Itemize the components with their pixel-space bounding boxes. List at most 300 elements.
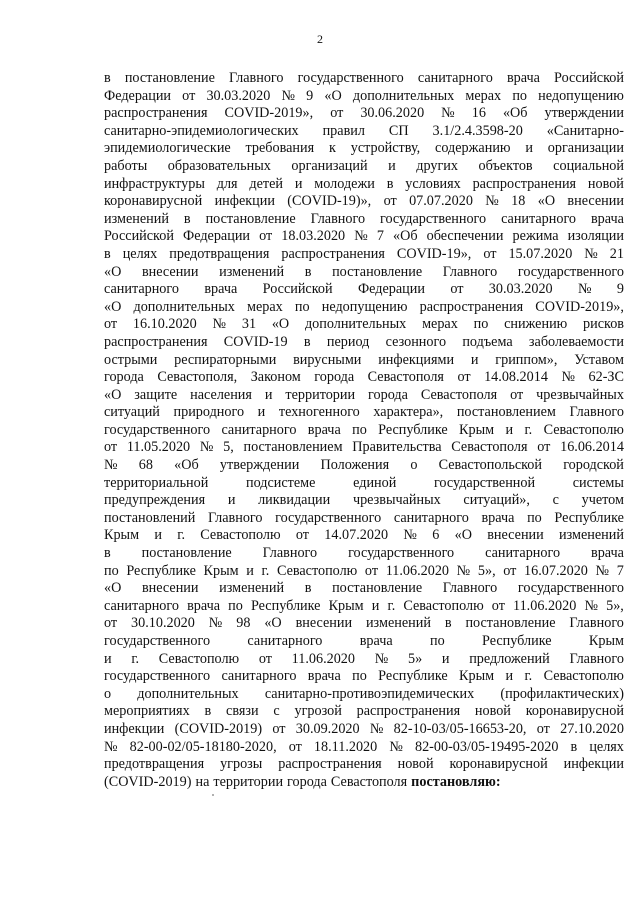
word: ситуаций xyxy=(104,404,160,421)
word: обеспечении xyxy=(426,228,504,245)
text-line xyxy=(104,774,624,792)
word: постановление xyxy=(332,263,423,280)
word: от xyxy=(450,281,464,298)
word: гриппом», xyxy=(495,351,558,368)
word: санитарного xyxy=(104,597,179,614)
word: организации xyxy=(547,140,624,157)
word: Севастополя, xyxy=(157,369,238,386)
word: предупреждения xyxy=(104,492,206,509)
text-line xyxy=(104,615,624,633)
word: «О xyxy=(271,316,290,333)
text-line xyxy=(104,668,624,686)
word: 14.07.2020 xyxy=(324,527,389,544)
word: устройству, xyxy=(350,140,421,157)
word: Севастополю xyxy=(543,668,624,685)
word: COVID-2019», xyxy=(535,298,624,315)
word: характера», xyxy=(373,404,444,421)
word: природного xyxy=(173,404,245,421)
word: Федерации xyxy=(357,281,425,298)
word: 5», xyxy=(606,597,624,614)
word: от xyxy=(104,615,118,632)
word: 82-00-02/05-18180-2020, xyxy=(129,738,277,755)
word: постановление xyxy=(141,545,232,562)
word: Российской xyxy=(104,228,174,245)
word: постановление xyxy=(124,70,215,86)
word: государственного xyxy=(275,509,382,526)
word: содержанию xyxy=(435,140,511,157)
word: от xyxy=(491,597,505,614)
word: Главного xyxy=(442,580,498,597)
word: (COVID-19)», xyxy=(287,193,372,210)
word: защите xyxy=(134,386,178,403)
word: по xyxy=(352,421,367,438)
word: изменений xyxy=(104,210,169,227)
word: от xyxy=(383,193,397,210)
word: 68 xyxy=(138,457,153,474)
word: «О xyxy=(537,193,556,210)
word: заболеваемости xyxy=(528,333,624,350)
word: от xyxy=(104,316,118,333)
word: период xyxy=(326,333,370,350)
word: № xyxy=(104,457,118,474)
word: социальной xyxy=(553,157,624,174)
word: 5, xyxy=(223,439,234,456)
word: изменений xyxy=(559,527,624,544)
word: санитарного xyxy=(417,70,493,86)
word: предотвращения xyxy=(169,245,270,262)
word: рисков xyxy=(583,316,624,333)
text-line xyxy=(104,545,624,563)
word: врача xyxy=(204,281,238,298)
word: с xyxy=(273,703,280,720)
word: № xyxy=(374,650,389,667)
word: № xyxy=(595,562,610,579)
word: «О xyxy=(104,298,122,315)
text-line xyxy=(104,439,624,457)
word: (COVID-2019) xyxy=(104,773,192,790)
word: постановляю: xyxy=(411,773,501,790)
word: и xyxy=(441,650,450,667)
word: «О xyxy=(324,87,342,104)
word: постановлений xyxy=(104,509,196,526)
body-text xyxy=(104,70,624,791)
text-line xyxy=(104,281,624,299)
word: вирусными xyxy=(293,351,362,368)
word: Севастополю xyxy=(403,597,484,614)
word: ликвидации xyxy=(258,492,331,509)
word: 30.06.2020 xyxy=(360,105,425,122)
word: других xyxy=(416,157,458,174)
word: внесении xyxy=(567,193,624,210)
word: COVID-19 xyxy=(223,333,288,350)
word: в xyxy=(304,263,312,280)
word: и xyxy=(525,140,533,157)
word: внесении xyxy=(295,615,353,632)
word: государственного xyxy=(104,421,211,438)
word: распространения xyxy=(278,756,382,773)
word: (COVID-2019) xyxy=(174,720,263,737)
word: «О xyxy=(104,580,122,597)
word: Крым xyxy=(588,633,624,649)
word: целях xyxy=(589,738,624,755)
word: территории xyxy=(213,773,284,790)
word: и xyxy=(505,668,514,685)
word: 18.11.2020 xyxy=(313,738,378,755)
word: техногенного xyxy=(278,404,360,421)
word: 7 xyxy=(376,228,384,245)
word: образовательных xyxy=(167,157,271,174)
word: № xyxy=(584,245,598,262)
word: недопущению xyxy=(321,298,408,315)
word: санитарно-противоэпидемических xyxy=(264,685,475,702)
word: организаций xyxy=(291,157,368,174)
word: и xyxy=(371,597,380,614)
word: 5» xyxy=(407,650,423,667)
word: и xyxy=(470,351,479,368)
word: Правительства xyxy=(352,439,442,456)
text-line xyxy=(104,651,624,669)
word: коронавирусной xyxy=(449,756,548,773)
word: № xyxy=(199,439,214,456)
word: № xyxy=(403,527,417,544)
text-line xyxy=(104,492,624,510)
word: от xyxy=(364,562,379,579)
word: постановлением xyxy=(456,404,556,421)
word: по xyxy=(473,316,489,333)
page-number: 2 xyxy=(317,32,323,46)
word: респираторными xyxy=(174,351,277,368)
word: по xyxy=(104,562,119,579)
word: мероприятиях xyxy=(104,703,190,720)
word: утверждении xyxy=(544,105,624,122)
word: государственной xyxy=(433,474,536,491)
word: 30.10.2020 xyxy=(131,615,195,632)
word: государственного xyxy=(104,668,211,685)
word: инфекции xyxy=(104,720,165,737)
text-line xyxy=(104,352,624,370)
word: внесении xyxy=(487,527,544,544)
word: коронавирусной xyxy=(525,703,624,720)
word: инфраструктуры xyxy=(104,175,205,192)
word: эпидемиологические xyxy=(104,140,231,157)
word: постановлением xyxy=(243,439,343,456)
word: от xyxy=(258,650,272,667)
word: коронавирусной xyxy=(104,193,203,210)
word: Уставом xyxy=(574,351,624,368)
word: инфекции xyxy=(214,193,275,210)
word: 98 xyxy=(236,615,251,632)
word: Российской xyxy=(554,70,624,86)
word: 7 xyxy=(616,562,624,579)
word: в xyxy=(204,703,212,720)
word: от xyxy=(259,228,273,245)
word: Главного xyxy=(262,545,318,562)
word: № xyxy=(441,105,455,122)
word: по xyxy=(294,298,310,315)
text-line xyxy=(104,228,624,246)
word: 30.03.2020 xyxy=(206,87,271,104)
word: Главного xyxy=(569,650,624,667)
word: Севастопольской xyxy=(438,457,542,474)
word: в xyxy=(303,333,311,350)
word: от xyxy=(104,439,118,456)
word: санитарного xyxy=(221,668,297,685)
word: г. xyxy=(261,562,270,579)
word: от xyxy=(295,527,309,544)
word: 16.06.2014 xyxy=(560,439,624,456)
word: 30.03.2020 xyxy=(488,281,553,298)
word: № xyxy=(456,562,471,579)
word: дополнительных xyxy=(137,685,239,702)
word: Республике xyxy=(126,562,196,579)
text-line xyxy=(104,686,624,704)
word: от xyxy=(537,439,551,456)
word: Республике xyxy=(378,668,448,685)
word: 16 xyxy=(471,105,486,122)
word: врача xyxy=(506,70,540,86)
word: новой xyxy=(474,703,511,720)
word: г. xyxy=(524,421,533,438)
word: 5», xyxy=(477,562,496,579)
word: снижению xyxy=(504,316,568,333)
text-line xyxy=(104,140,624,158)
word: от xyxy=(457,369,471,386)
word: постановление xyxy=(465,615,556,632)
word: 11.06.2020 xyxy=(513,597,577,614)
text-line xyxy=(104,246,624,264)
word: угрозы xyxy=(220,756,263,773)
word: в xyxy=(183,210,191,227)
word: городской xyxy=(563,457,624,474)
word: (профилактических) xyxy=(500,685,624,702)
text-line xyxy=(104,70,624,88)
word: требования xyxy=(245,140,315,157)
word: № xyxy=(212,316,227,333)
word: учетом xyxy=(581,492,624,509)
word: города xyxy=(287,773,327,790)
word: Севастополя xyxy=(420,386,498,403)
word: 18.03.2020 xyxy=(281,228,346,245)
word: Республике xyxy=(482,633,552,649)
word: изменений xyxy=(219,263,285,280)
word: 30.09.2020 xyxy=(295,720,360,737)
word: правил xyxy=(322,122,365,139)
word: 11.06.2020 xyxy=(385,562,450,579)
word: связи xyxy=(226,703,259,720)
word: г. xyxy=(177,527,185,544)
text-line xyxy=(104,475,624,493)
text-line xyxy=(104,105,624,123)
word: государственного xyxy=(104,633,211,649)
word: по xyxy=(228,597,243,614)
word: Главного xyxy=(229,70,284,86)
text-line xyxy=(104,88,624,106)
word: г. xyxy=(387,597,396,614)
word: к xyxy=(328,140,336,157)
word: санитарного xyxy=(501,210,577,227)
word: Крым xyxy=(104,527,140,544)
word: чрезвычайных xyxy=(536,386,624,403)
word: 6 xyxy=(432,527,440,544)
word: по xyxy=(430,633,445,649)
word: инфекции xyxy=(563,756,624,773)
text-line xyxy=(104,739,624,757)
word: с xyxy=(552,492,559,509)
word: «О xyxy=(264,615,282,632)
word: Крым xyxy=(459,668,495,685)
word: № xyxy=(104,738,118,755)
word: новой xyxy=(587,175,624,192)
word: от xyxy=(272,720,286,737)
word: распространения xyxy=(356,703,461,720)
text-line xyxy=(104,264,624,282)
word: распространения xyxy=(419,298,524,315)
word: Российской xyxy=(262,281,333,298)
word: чрезвычайных xyxy=(352,492,441,509)
word: города xyxy=(104,369,144,386)
word: санитарного xyxy=(221,421,297,438)
word: 11.05.2020 xyxy=(126,439,191,456)
word: Федерации xyxy=(183,228,251,245)
word: врача xyxy=(307,421,341,438)
word: распространения xyxy=(472,175,577,192)
word: и xyxy=(154,527,162,544)
word: и xyxy=(227,492,236,509)
word: Главного xyxy=(569,404,624,421)
word: Севастополю xyxy=(276,562,358,579)
word: единой xyxy=(353,474,397,491)
text-line xyxy=(104,756,624,774)
text-line xyxy=(104,387,624,405)
word: по xyxy=(352,668,367,685)
word: 16.07.2020 xyxy=(524,562,588,579)
word: «О xyxy=(454,527,472,544)
word: санитарного xyxy=(247,633,323,649)
word: молодежи xyxy=(314,175,375,192)
word: 14.08.2014 xyxy=(484,369,548,386)
word: и xyxy=(104,650,112,667)
word: дополнительных xyxy=(352,87,455,104)
text-line xyxy=(104,457,624,475)
word: 9 xyxy=(616,281,624,298)
text-line xyxy=(104,193,624,211)
word: дополнительных xyxy=(304,316,407,333)
word: Главного xyxy=(569,615,624,632)
word: недопущению xyxy=(538,87,624,104)
word: от xyxy=(483,245,497,262)
word: № xyxy=(354,228,368,245)
text-line xyxy=(104,158,624,176)
text-line xyxy=(104,598,624,616)
word: изменений xyxy=(365,615,431,632)
word: постановление xyxy=(332,580,423,597)
word: г. xyxy=(524,668,533,685)
word: государственного xyxy=(297,70,404,86)
word: 62-ЗС xyxy=(588,369,624,386)
word: сезонного xyxy=(385,333,447,350)
word: в xyxy=(104,245,111,262)
word: в xyxy=(304,580,312,597)
text-line xyxy=(104,422,624,440)
word: Крым xyxy=(203,562,239,579)
word: 11.06.2020 xyxy=(291,650,355,667)
word: COVID-2019», xyxy=(224,105,314,122)
word: изоляции xyxy=(567,228,624,245)
text-line xyxy=(104,334,624,352)
word: врача xyxy=(590,210,624,227)
word: Крым xyxy=(459,421,495,438)
word: режима xyxy=(512,228,559,245)
text-line xyxy=(104,510,624,528)
word: Крым xyxy=(328,597,364,614)
word: о xyxy=(104,685,112,702)
word: 31 xyxy=(241,316,257,333)
word: 07.07.2020 xyxy=(409,193,473,210)
word: и xyxy=(505,421,514,438)
word: «Об xyxy=(393,228,418,245)
word: от xyxy=(536,720,550,737)
word: Севастополю xyxy=(158,650,240,667)
word: мерах xyxy=(247,298,283,315)
word: врача xyxy=(187,597,221,614)
word: 82-10-03/05-16653-20, xyxy=(393,720,527,737)
word: постановление xyxy=(205,210,296,227)
word: Положения xyxy=(320,457,390,474)
word: в xyxy=(386,175,394,192)
word: «О xyxy=(104,263,122,280)
word: санитарного xyxy=(104,281,179,298)
word: «Санитарно- xyxy=(546,122,624,139)
word: системы xyxy=(572,474,624,491)
text-line xyxy=(104,633,624,651)
word: от xyxy=(503,562,517,579)
word: дополнительных xyxy=(133,298,235,315)
word: Республике xyxy=(378,421,448,438)
word: 16.10.2020 xyxy=(132,316,197,333)
word: по xyxy=(512,87,527,104)
word: ситуаций», xyxy=(463,492,530,509)
word: работы xyxy=(104,157,148,174)
word: СП xyxy=(388,122,409,139)
text-line xyxy=(104,211,624,229)
word: подъема xyxy=(462,333,513,350)
word: врача xyxy=(307,668,341,685)
word: Республике xyxy=(250,597,321,614)
word: № xyxy=(369,720,384,737)
text-line xyxy=(104,527,624,545)
word: врача xyxy=(359,633,393,649)
word: от xyxy=(330,105,344,122)
word: «Об xyxy=(174,457,199,474)
word: Севастополя xyxy=(330,773,408,790)
word: 82-00-03/05-19495-2020 xyxy=(414,738,559,755)
word: внесении xyxy=(141,580,199,597)
word: 9 xyxy=(306,87,314,104)
text-line xyxy=(104,563,624,581)
scan-speck xyxy=(212,794,214,796)
word: распространения xyxy=(104,333,208,350)
text-line xyxy=(104,369,624,387)
text-line xyxy=(104,176,624,194)
word: в xyxy=(570,738,578,755)
word: 27.10.2020 xyxy=(560,720,624,737)
word: изменений xyxy=(219,580,285,597)
word: № xyxy=(485,193,499,210)
text-line xyxy=(104,404,624,422)
word: о xyxy=(410,457,418,474)
word: и xyxy=(264,386,273,403)
word: врача xyxy=(481,509,515,526)
